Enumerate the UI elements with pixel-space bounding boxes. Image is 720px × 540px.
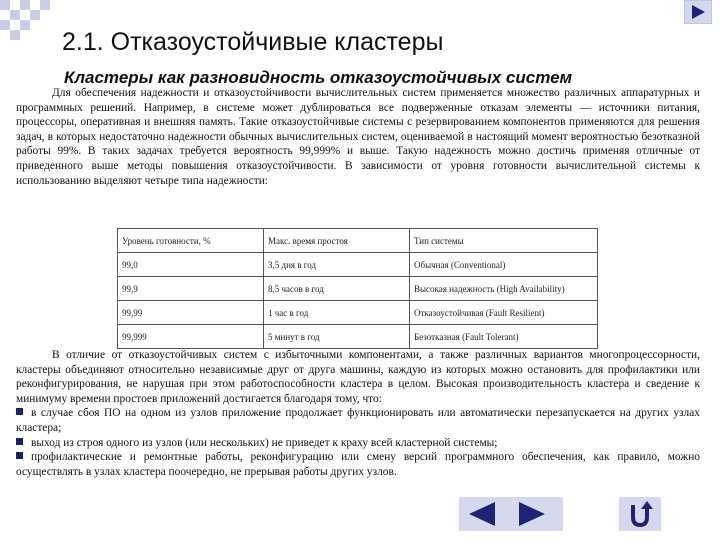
list-item-text: профилактические и ремонтные работы, реконфигурацию или смену версий программного обеспечения, как правило, можно осуществлять в узлах кластера поочередно, не прерывая работы других узлов.	[16, 451, 700, 478]
list-item	[16, 450, 700, 479]
table-header-cell: Макс. время простоя	[264, 229, 410, 253]
table-cell: 99,9	[118, 277, 264, 301]
table-row	[118, 301, 598, 325]
slide-navigation	[459, 497, 563, 531]
list-item-text: выход из строя одного из узлов (или нескольких) не приведет к краху всей кластерной системы;	[31, 436, 498, 449]
table-cell: 99,99	[118, 301, 264, 325]
arrow-right-icon[interactable]	[519, 502, 545, 526]
table-cell: Отказоустойчивая (Fault Resilient)	[410, 301, 598, 325]
square-bullet-icon	[16, 452, 23, 459]
table-header-cell: Уровень готовности, %	[118, 229, 264, 253]
list-item-text: в случае сбоя ПО на одном из узлов приложение продолжает функционировать или автоматически перезапускается на других узлах кластера;	[16, 407, 700, 434]
table-cell: 5 минут в год	[264, 325, 410, 349]
list-item	[16, 406, 700, 435]
top-right-button[interactable]	[684, 0, 712, 24]
arrow-left-icon[interactable]	[469, 502, 495, 526]
intro-paragraph: Для обеспечения надежности и отказоустойчивости вычислительных систем применяется множество различных аппаратурных и программных решений. Например, в системе может дублироваться все подверженные отказам элементы — источники питания, процессоры, оперативная и внешняя память. Такие отказоустойчивые системы с резервированием компонентов применяются для решения задач, в которых недостаточно надежности обычных вычислительных систем, оцениваемой в настоящий момент вероятностью безотказной работы 99%. В таких задачах требуется вероятность 99,999% и выше. Такую надежность можно достичь применяя отличные от приведенного выше методы повышения отказоустойчивости. В зависимости от уровня готовности вычислительной системы к использованию выделяют четыре типа надежности:	[16, 87, 700, 187]
cluster-paragraph	[16, 348, 700, 479]
table-cell: Обычная (Conventional)	[410, 253, 598, 277]
square-bullet-icon	[16, 438, 23, 445]
return-icon	[619, 497, 661, 531]
corner-decoration	[0, 0, 60, 40]
cluster-intro-text: В отличие от отказоустойчивых систем с избыточными компонентами, а также различных вариантов многопроцессорности, кластеры объединяют относительно независимые друг от друга машины, каждую из которых можно остановить для профилактики или реконфигурирования, не нарушая при этом работоспособности кластера в целом. Высокая производительность кластера и сведение к минимуму времени простоев приложений достигается благодаря тому, что:	[16, 349, 700, 405]
table-row	[118, 277, 598, 301]
table-cell: 1 час в год	[264, 301, 410, 325]
table-cell: 99,999	[118, 325, 264, 349]
table-cell: Высокая надежность (High Availability)	[410, 277, 598, 301]
play-icon	[685, 1, 711, 23]
table-row	[118, 325, 598, 349]
slide-subtitle: Кластеры как разновидность отказоустойчивых систем	[64, 68, 573, 87]
reliability-table	[117, 228, 598, 349]
table-row	[118, 253, 598, 277]
table-header-row	[118, 229, 598, 253]
table-cell: 3,5 дня в год	[264, 253, 410, 277]
table-cell: 8,5 часов в год	[264, 277, 410, 301]
table-cell: Безотказная (Fault Tolerant)	[410, 325, 598, 349]
slide-title: 2.1. Отказоустойчивые кластеры	[62, 28, 444, 56]
return-button[interactable]	[619, 497, 661, 531]
square-bullet-icon	[16, 408, 23, 415]
table-cell: 99,0	[118, 253, 264, 277]
table-header-cell: Тип системы	[410, 229, 598, 253]
list-item	[16, 436, 700, 451]
